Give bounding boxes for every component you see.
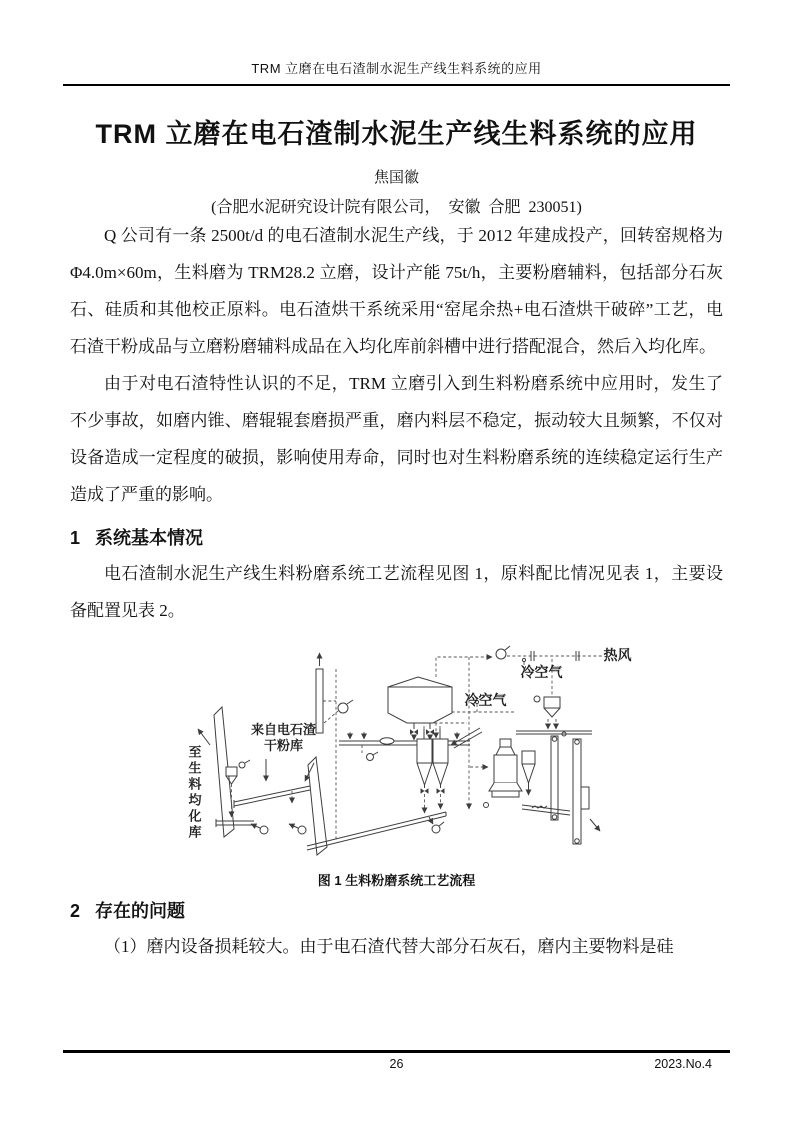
running-head: [63, 0, 730, 86]
section-1-title: 系统基本情况: [95, 528, 204, 548]
label-from-carbide-silo-line1: 来自电石渣: [250, 722, 316, 737]
figure-1: [174, 639, 644, 867]
hot-air-fan: [496, 646, 510, 659]
figure-1-caption: 图 1 生料粉磨系统工艺流程: [317, 873, 476, 888]
running-head-text: TRM 立磨在电石渣制水泥生产线生料系统的应用: [251, 61, 542, 76]
exhaust-stack: [316, 653, 353, 733]
section-1-paragraph: 电石渣制水泥生产线生料粉磨系统工艺流程见图 1，原料配比情况见表 1，主要设备配置见表 2。: [70, 564, 723, 620]
feeder-hopper: [534, 696, 560, 729]
footer-rule: [63, 1050, 730, 1053]
label-from-carbide-silo-line2: 干粉库: [263, 738, 303, 753]
section-1-number: 1: [70, 528, 81, 548]
section-2-paragraph: （1）磨内设备损耗较大。由于电石渣代替大部分石灰石，磨内主要物料是硅: [104, 937, 674, 956]
surge-bin: [388, 677, 452, 740]
section-2-heading: [70, 894, 723, 928]
intro-paragraph-1: Q 公司有一条 2500t/d 的电石渣制水泥生产线，于 2012 年建成投产，回转窑规格为Φ4.0m×60m，生料磨为 TRM28.2 立磨，设计产能 75t/h，主要粉磨辅料，包括部分石灰石、硅质和其他校正原料。电石渣烘干系统采用“窑尾余热+电石渣烘干破碎”工艺，电石渣干粉成品与立磨粉磨辅料成品在入均化库前斜槽中进行搭配混合，然后入均化库。: [70, 226, 723, 356]
label-cold-air-upper: 冷空气: [520, 664, 563, 680]
section-1-heading: [70, 521, 723, 555]
article-body: [70, 217, 723, 965]
collecting-conveyor: [307, 812, 446, 850]
bin-airslide: [339, 738, 470, 761]
intro-paragraph-2: 由于对电石渣特性认识的不足，TRM 立磨引入到生料粉磨系统中应用时，发生了不少事故，如磨内锥、磨辊辊套磨损严重，磨内料层不稳定，振动较大且频繁，不仅对设备造成一定程度的破损，影响使用寿命，同时也对生料粉磨系统的连续稳定运行生产造成了严重的影响。: [70, 374, 723, 504]
page-number: 26: [389, 1057, 404, 1071]
issue-label: 2023.No.4: [654, 1057, 712, 1071]
product-cyclone: [522, 751, 535, 795]
page-footer: [63, 1057, 730, 1075]
article-author: 焦国徽: [373, 170, 419, 186]
mid-elevator: [305, 757, 327, 855]
section-2-number: 2: [70, 901, 81, 921]
vertical-mill: [470, 739, 522, 808]
article-affiliation: (合肥水泥研究设计院有限公司， 安徽 合肥 230051): [211, 199, 582, 216]
article-title: TRM 立磨在电石渣制水泥生产线生料系统的应用: [95, 119, 698, 149]
label-from-carbide-silo: [236, 722, 332, 754]
label-to-homogenizing-silo: 至生料均化库: [186, 745, 202, 841]
label-hot-air: 热风: [603, 647, 632, 663]
label-cold-air-lower: 冷空气: [464, 692, 507, 708]
section-2-title: 存在的问题: [95, 901, 186, 921]
carbide-feed-airslide: [234, 759, 310, 808]
